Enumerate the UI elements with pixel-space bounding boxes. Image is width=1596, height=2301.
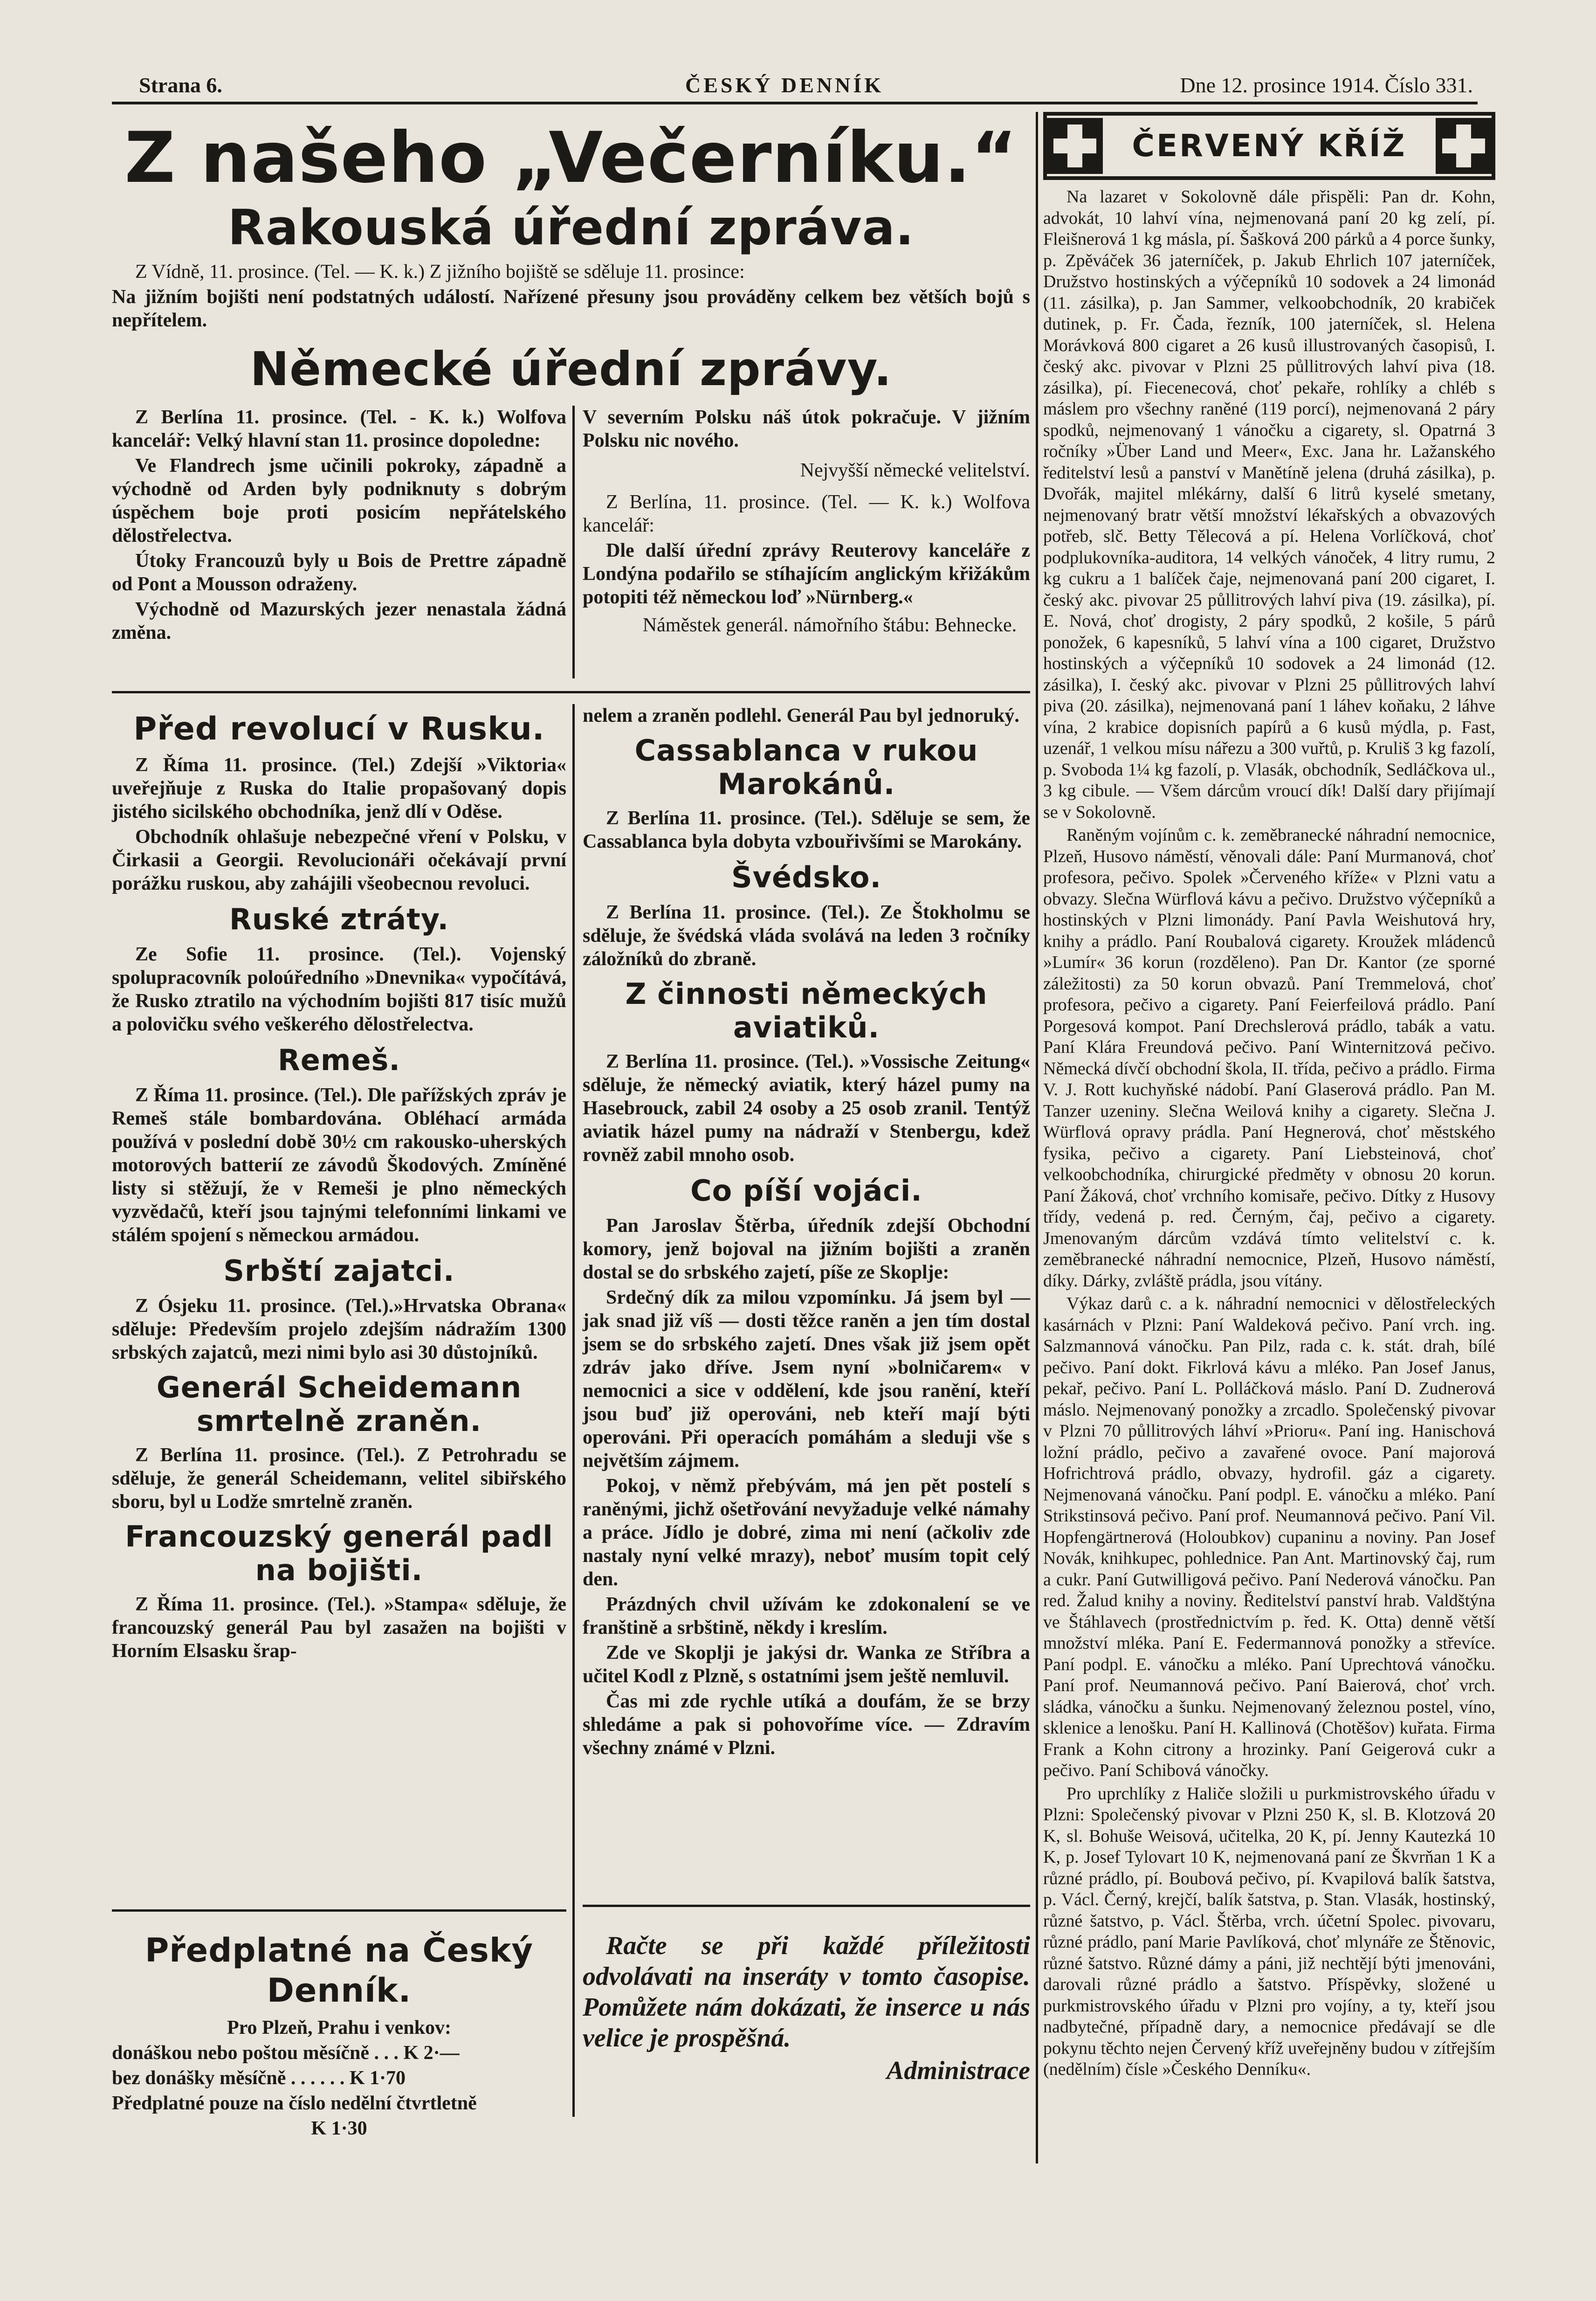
vojaci-p4: Prázdných chvil užívám ke zdokonalení se ve franštině a srbštině, někdy i kreslím. [583,1594,1030,1638]
masthead: ČESKÝ DENNÍK [685,73,884,97]
subscription-box [112,1930,566,2142]
remes-headline: Remeš. [278,1043,400,1077]
nemecke-right-p1: V severním Polsku náš útok pokračuje. V jižním Polsku nic nového. [583,407,1030,451]
revoluce-p1: Z Říma 11. prosince. (Tel.) Zdejší »Viktoria« uveřejňuje z Ruska do Italie propašovaný dopis jistého sicilského obchodníka, jenž dlí v Oděse. [112,754,566,822]
page-number: Strana 6. [139,73,222,97]
subscription-title: Předplatné na Český Denník. [144,1931,534,2010]
nemecke-headline: Německé úřední zprávy. [250,342,892,396]
section-rule [112,691,1030,693]
cerveny-kriz-banner [1043,112,1495,180]
vecernik-title: Z našeho „Večerníku.“ [124,117,1018,199]
rakouska-headline: Rakouská úřední zpráva. [227,199,915,256]
nemecke-left-p2: Ve Flandrech jsme učinili pokroky, západně a východně od Arden byly podniknuty s dobrým úspěchem boje proti posicím nepřátelského dělostřelectva. [112,455,566,546]
nemecke-left-p4: Východně od Mazurských jezer nenastala žádná změna. [112,599,566,643]
notice-rule [583,1905,1030,1907]
ztraty-headline: Ruské ztráty. [229,902,449,936]
notice-signature: Administrace [886,2056,1030,2085]
vojaci-p6: Čas mi zde rychle utíká a doufám, že se brzy shledáme a pak si pohovoříme více. — Zdravím všechny známé v Plzni. [583,1691,1030,1759]
nemecke-right [583,406,1030,639]
cerveny-kriz-title: ČERVENÝ KŘÍŽ [1132,128,1407,164]
column-divider-2 [572,704,575,2117]
nemecke-right-p3: Z Berlína, 11. prosince. (Tel. — K. k.) Wolfova kancelář: [583,491,1030,536]
revoluce-p2: Obchodník ohlašuje nebezpečné vření v Polsku, v Čirkasii a Georgii. Revolucionáři očekávají první porážku ruskou, aby zahájili všeobecnou revoluci. [112,826,566,894]
svedsko-body: Z Berlína 11. prosince. (Tel.). Ze Štokholmu se sděluje, že švédská vláda svolává na leden 3 ročníky záložníků do zbraně. [583,902,1030,970]
notice-text: Račte se při každé příležitosti odvolávati na inseráty v tomto časopise. Pomůžete nám dokázati, že inserce u nás velice je prospěšná. [583,1931,1030,2052]
red-cross-icon [1047,118,1103,174]
vojaci-headline: Co píší vojáci. [690,1174,922,1208]
nemecke-left-p1: Z Berlína 11. prosince. (Tel. - K. k.) Wolfova kancelář: Velký hlavní stan 11. prosince dopoledne: [112,407,566,451]
cassablanca-body: Z Berlína 11. prosince. (Tel.). Sděluje se sem, že Cassablanca byla dobyta vzbouřivšími se Marokány. [583,808,1030,852]
pau-continuation: nelem a zraněn podlehl. Generál Pau byl jednoruký. [583,705,1019,726]
vojaci-p3: Pokoj, v němž přebývám, má jen pět postelí s raněnými, jichž ošetřování nevyžaduje velké námahy a práce. Jídlo je dobré, zima mi není (ačkoliv zde nastaly nyní velké mrazy), neboť musím topit celý den. [583,1475,1030,1590]
administration-notice [583,1930,1030,2088]
srbsti-headline: Srbští zajatci. [223,1254,455,1288]
vojaci-p2: Srdečný dík za milou vzpomínku. Já jsem byl — jak snad již víš — dosti těžce raněn a jen tím dostal jsem se do srbského zajetí. Dnes však již jsem opět zdráv jako dříve. Jsem nyní »bolničarem« v nemocnici a sice v oddělení, kde jsou ranění, kteří jsou buď již operováni, neb kteří mají býti operováni. Při operacích pomáhám a sleduji vše s největším zájmem. [583,1287,1030,1472]
scheidemann-body: Z Berlína 11. prosince. (Tel.). Z Petrohradu se sděluje, že generál Scheidemann, velitel sibiřského sboru, byl u Lodže smrtelně zraněn. [112,1444,566,1513]
subscription-line-3: Předplatné pouze na číslo nedělní čtvrtletně [112,2093,477,2114]
issue-date: Dne 12. prosince 1914. Číslo 331. [1180,73,1473,97]
subscription-rule [112,1909,566,1912]
svedsko-headline: Švédsko. [731,860,882,894]
rakouska-body: Na jižním bojišti není podstatných událostí. Nařízené přesuny jsou prováděny celkem bez větších bojů s nepřítelem. [112,286,1030,331]
rakouska-dateline: Z Vídně, 11. prosince. (Tel. — K. k.) Z jižního bojiště se sděluje 11. prosince: [135,261,745,283]
aviatici-headline: Z činnosti německých aviatiků. [625,977,988,1044]
srbsti-body: Z Ósjeku 11. prosince. (Tel.).»Hrvatska Obrana« sděluje: Především projelo zdejším nádražím 1300 srbských zajatců, mezi nimi bylo asi 30 důstojníků. [112,1295,566,1363]
page-header [112,69,1478,104]
subscription-line-2: bez donášky měsíčně . . . . . . K 1·70 [112,2067,406,2089]
kriz-p3: Výkaz darů c. a k. náhradní nemocnici v dělostřeleckých kasárnách v Plzni: Paní Waldeková pečivo. Paní vrch. ing. Salzmannová vánočku. Pan Pilz, rada c. k. stát. drah, bílé pečivo. Paní dokt. Fikrlová kávu a mléko. Pan Josef Janus, pekař, pečivo. Paní L. Polláčková máslo. Paní D. Zudnerová máslo. Nejmenovaný ponožky a zrcadlo. Společenský pivovar v Plzni 70 půllitrových láhví »Prioru«. Paní ing. Hanischová ložní prádlo, pečivo a zavařené ovoce. Paní majorová Hofrichtrová prádlo, obvazy, hydrofil. gáz a cigarety. Nejmenovaná vánočku. Paní podpl. E. vánočku a mléko. Paní Strikstinsová pečivo. Paní prof. Neumannová pečivo. Paní Vil. Hopfengärtnerová (Holoubkov) cupaninu a noviny. Pan Josef Novák, knihkupec, pohlednice. Pan Ant. Martinovský čaj, rum a cukr. Paní Gutwilligová pečivo. Paní Nederová vánočku. Pan red. Žalud knihy a noviny. Ředitelství panství hrab. Valdštýna ve Štáhlavech (prostřednictvím p. řed. K. Otta) denně větší množství mléka. Paní E. Federmannová ponožky a střevíce. Paní podpl. E. vánočku a mléko. Paní Uprechtová vánočku. Paní prof. Neumannová pečivo. Paní Baierová, choť vrch. sládka, vánočku a šunku. Nejmenovaný železnou postel, víno, sklenice a lenošku. Paní H. Kallinová (Chotěšov) kuřata. Firma Frank a Kohn citrony a hrozinky. Paní Geigerová cukr a pečivo. Paní Schibová vánočky. [1043,1294,1495,1780]
remes-body: Z Říma 11. prosince. (Tel.). Dle pařížských zpráv je Remeš stále bombardována. Obléhací armáda používá v poslední době 30½ cm rakousko-uherských motorových batterií ze závodů Škodových. Zmíněné listy si stěžují, že v Remeši je plno německých vyzvědačů, kteří jsou tajnými telefonními linkami ve stálém spojení s německou armádou. [112,1085,566,1246]
pau-headline: Francouzský generál padl na bojišti. [125,1520,553,1587]
vecernik-section [112,112,1030,402]
nemecke-left-p3: Útoky Francouzů byly u Bois de Prettre západně od Pont a Mousson odraženy. [112,550,566,595]
nemecke-right-p5: Náměstek generál. námořního štábu: Behnecke. [642,615,1017,636]
nemecke-left [112,406,566,646]
subscription-line-1: donáškou nebo poštou měsíčně . . . K 2·— [112,2042,460,2064]
column-3 [1043,112,1495,2082]
cassablanca-headline: Cassablanca v rukou Marokánů. [634,733,978,801]
kriz-p1: Na lazaret v Sokolovně dále přispěli: Pan dr. Kohn, advokát, 10 lahví vína, nejmenovaná paní 20 kg zelí, pí. Fleišnerová 1 kg másla, pí. Šašková 200 párků a 4 porce šunky, p. Zpěváček 36 jaterníček, p. Jakub Ehrlich 107 jaterníček, Družstvo hostinských a výčepníků 10 sodovek a 24 limonád (11. zásilka), p. Jan Sammer, velkoobchodník, 20 krabiček dutinek, p. Fr. Čada, řezník, 100 jaterníček, sl. Helena Morávková 800 cigaret a 26 kusů illustrovaných časopisů, I. český akc. pivovar v Plzni 25 půllitrových lahví piva (18. zásilka), pí. Fiecenecová, choť pekaře, rohlíky a chléb s máslem pro všechny raněné (119 porcí), nejmenovaná 2 páry spodků, nejmenovaný 1 vánočku a cigarety, sl. Opatrná 3 ročníky »Über Land und Meer«, Exc. Jana hr. Lažanského ředitelství lesů a panství v Manětíně jelena (druhá zásilka), p. Dvořák, majitel mlékárny, další 6 litrů kyselé smetany, nejmenovaný bratr větší množství lékařských a obvazových potřeb, slč. Betty Tělecová a pí. Helena Vorlíčková, choť podplukovníka-auditora, 14 velkých vánoček, 4 litry rumu, 2 kg cukru a 1 balíček čaje, nejmenovaná paní 200 cigaret, I. český akc. pivovar 25 půllitrových lahví piva (19. zásilka), pí. E. Nová, choť drogisty, 2 páry spodků, 2 košile, 5 párů ponožek, 6 kapesníků, 5 lahví vína a 100 cigaret, Družstvo hostinských a výčepníků 10 sodovek a 24 limonád (12. zásilka), I. český akc. pivovar v Plzni 25 půllitrových lahví piva (20. zásilka), nejmenovaná paní 1 láhev koňaku, 2 láhve vína, 2 krabice dopisních papírů a 6 kusů mýdla, p. Fast, uzenář, 1 velkou mísu nářezu a 300 vuřtů, p. Kruliš 3 kg fazolí, p. Svoboda 1¼ kg fazolí, p. Vlasák, obchodník, Sedláčkova ul., 3 kg cibule. — Všem dárcům vroucí dík! Další dary přijímají se v Sokolovně. [1043,187,1495,822]
red-cross-icon [1436,118,1492,174]
vojaci-p5: Zde ve Skoplji je jakýsi dr. Wanka ze Stříbra a učitel Kodl z Plzně, s ostatními jsem ještě nemluvil. [583,1642,1030,1687]
kriz-p2: Raněným vojínům c. k. zeměbranecké náhradní nemocnice, Plzeň, Husovo náměstí, věnovali dále: Paní Murmanová, choť profesora, pečivo. Spolek »Červeného kříže« v Plzni vatu a obvazy. Slečna Würflová kávu a pečivo. Družstvo výčepníků a hostinských v Plzni limonády. Paní Pavla Weishutová hry, knihy a prádlo. Paní Roubalová cigarety. Kroužek mládenců »Lumír« 36 korun (rozděleno). Pan Dr. Kantor (ze sporné záležitosti) za 50 korun obvazů. Paní Tremmelová, choť profesora, pečivo a cigarety. Paní Feierfeilová prádlo. Paní Porgesová kompot. Paní Drechslerová prádlo, tabák a vatu. Paní Klára Freundová pečivo. Paní Winternitzová pečivo. Německá dívčí obchodní škola, II. třída, pečivo a prádlo. Firma V. J. Rott kuchyňské nádobí. Paní Glaserová prádlo. Pan M. Tanzer uzeniny. Slečna Weilová knihy a cigarety. Slečna J. Würflová opravy prádla. Paní Hegnerová, choť městského fysika, pečivo a cigarety. Paní Liebsteinová, choť velkoobchodníka, chirurgické předměty v obnosu 20 korun. Paní Žáková, choť vrchního komisaře, pečivo. Dítky z Husovy třídy, vedená p. red. Černým, čaj, pečivo a cigarety. Jmenovaným dárcům vzdává tímto velitelství c. k. zeměbranecké náhradní nemocnice, Plzeň, Husovo náměstí, díky. Dárky, zvláště prádla, jsou vítány. [1043,825,1495,1291]
ztraty-body: Ze Sofie 11. prosince. (Tel.). Vojenský spolupracovník poloúředního »Dnevnika« vypočítává, že Rusko ztratilo na východním bojišti 817 tisíc mužů a polovičku svého veškerého dělostřelectva. [112,944,566,1035]
column-1 [112,704,566,1665]
pau-body: Z Říma 11. prosince. (Tel.). »Stampa« sděluje, že francouzský generál Pau byl zasažen na bojišti v Horním Elsasku šrap- [112,1594,566,1662]
vojaci-p1: Pan Jaroslav Štěrba, úředník zdejší Obchodní komory, jenž bojoval na jižním bojišti a zraněn dostal se do srbského zajetí, píše ze Skoplje: [583,1215,1030,1283]
column-divider [572,406,575,678]
column-divider-3 [1036,112,1038,2163]
scheidemann-headline: Generál Scheidemann smrtelně zraněn. [156,1370,522,1438]
column-2 [583,704,1030,1762]
subscription-line-4: K 1·30 [311,2118,367,2139]
kriz-p4: Pro uprchlíky z Haliče složili u purkmistrovského úřadu v Plzni: Společenský pivovar v Plzni 250 K, sl. B. Klotzová 20 K, sl. Bohuše Weisová, učitelka, 20 K, pí. Jenny Kautezká 10 K, p. Josef Tylovart 10 K, nejmenovaná paní ze Škvrňan 1 K a různé prádlo, pí. Boubová pečivo, pí. Kvapilová balík šatstva, p. Václ. Černý, krejčí, balík šatstva, p. Stan. Vlasák, hostinský, různé šatstvo, p. Václ. Štěrba, vrch. účetní Spolec. pivovaru, různé prádlo, paní Marie Pavlíková, choť mlynáře ze Štěnovic, různé šatstvo. Různé dámy a páni, již nechtějí býti jmenováni, darovali různé prádlo a šatstvo. Příspěvky, složené u purkmistrovského úřadu v Plzni pro vojíny, a ty, kteří jsou nadbytečné, případně dary, a nemocnice předávají se dle pokynu těchto nejen Červený kříž uveřejněny budou v zítřejším (nedělním) čísle »Českého Denníku«. [1043,1783,1495,2079]
aviatici-body: Z Berlína 11. prosince. (Tel.). »Vossische Zeitung« sděluje, že německý aviatik, který házel pumy na Hasebrouck, zabil 24 osoby a 25 osob zranil. Tentýž aviatik házel pumy na nádraží v Stenbergu, kdež rovněž zabil mnoho osob. [583,1051,1030,1166]
nemecke-right-p4: Dle další úřední zprávy Reuterovy kanceláře z Londýna podařilo se stíhajícím anglickým křižákům potopiti též německou loď »Nürnberg.« [583,540,1030,608]
revoluce-headline: Před revolucí v Rusku. [133,711,545,747]
subscription-sub: Pro Plzeň, Prahu i venkov: [227,2017,452,2038]
nemecke-right-p2: Nejvyšší německé velitelství. [800,460,1030,481]
